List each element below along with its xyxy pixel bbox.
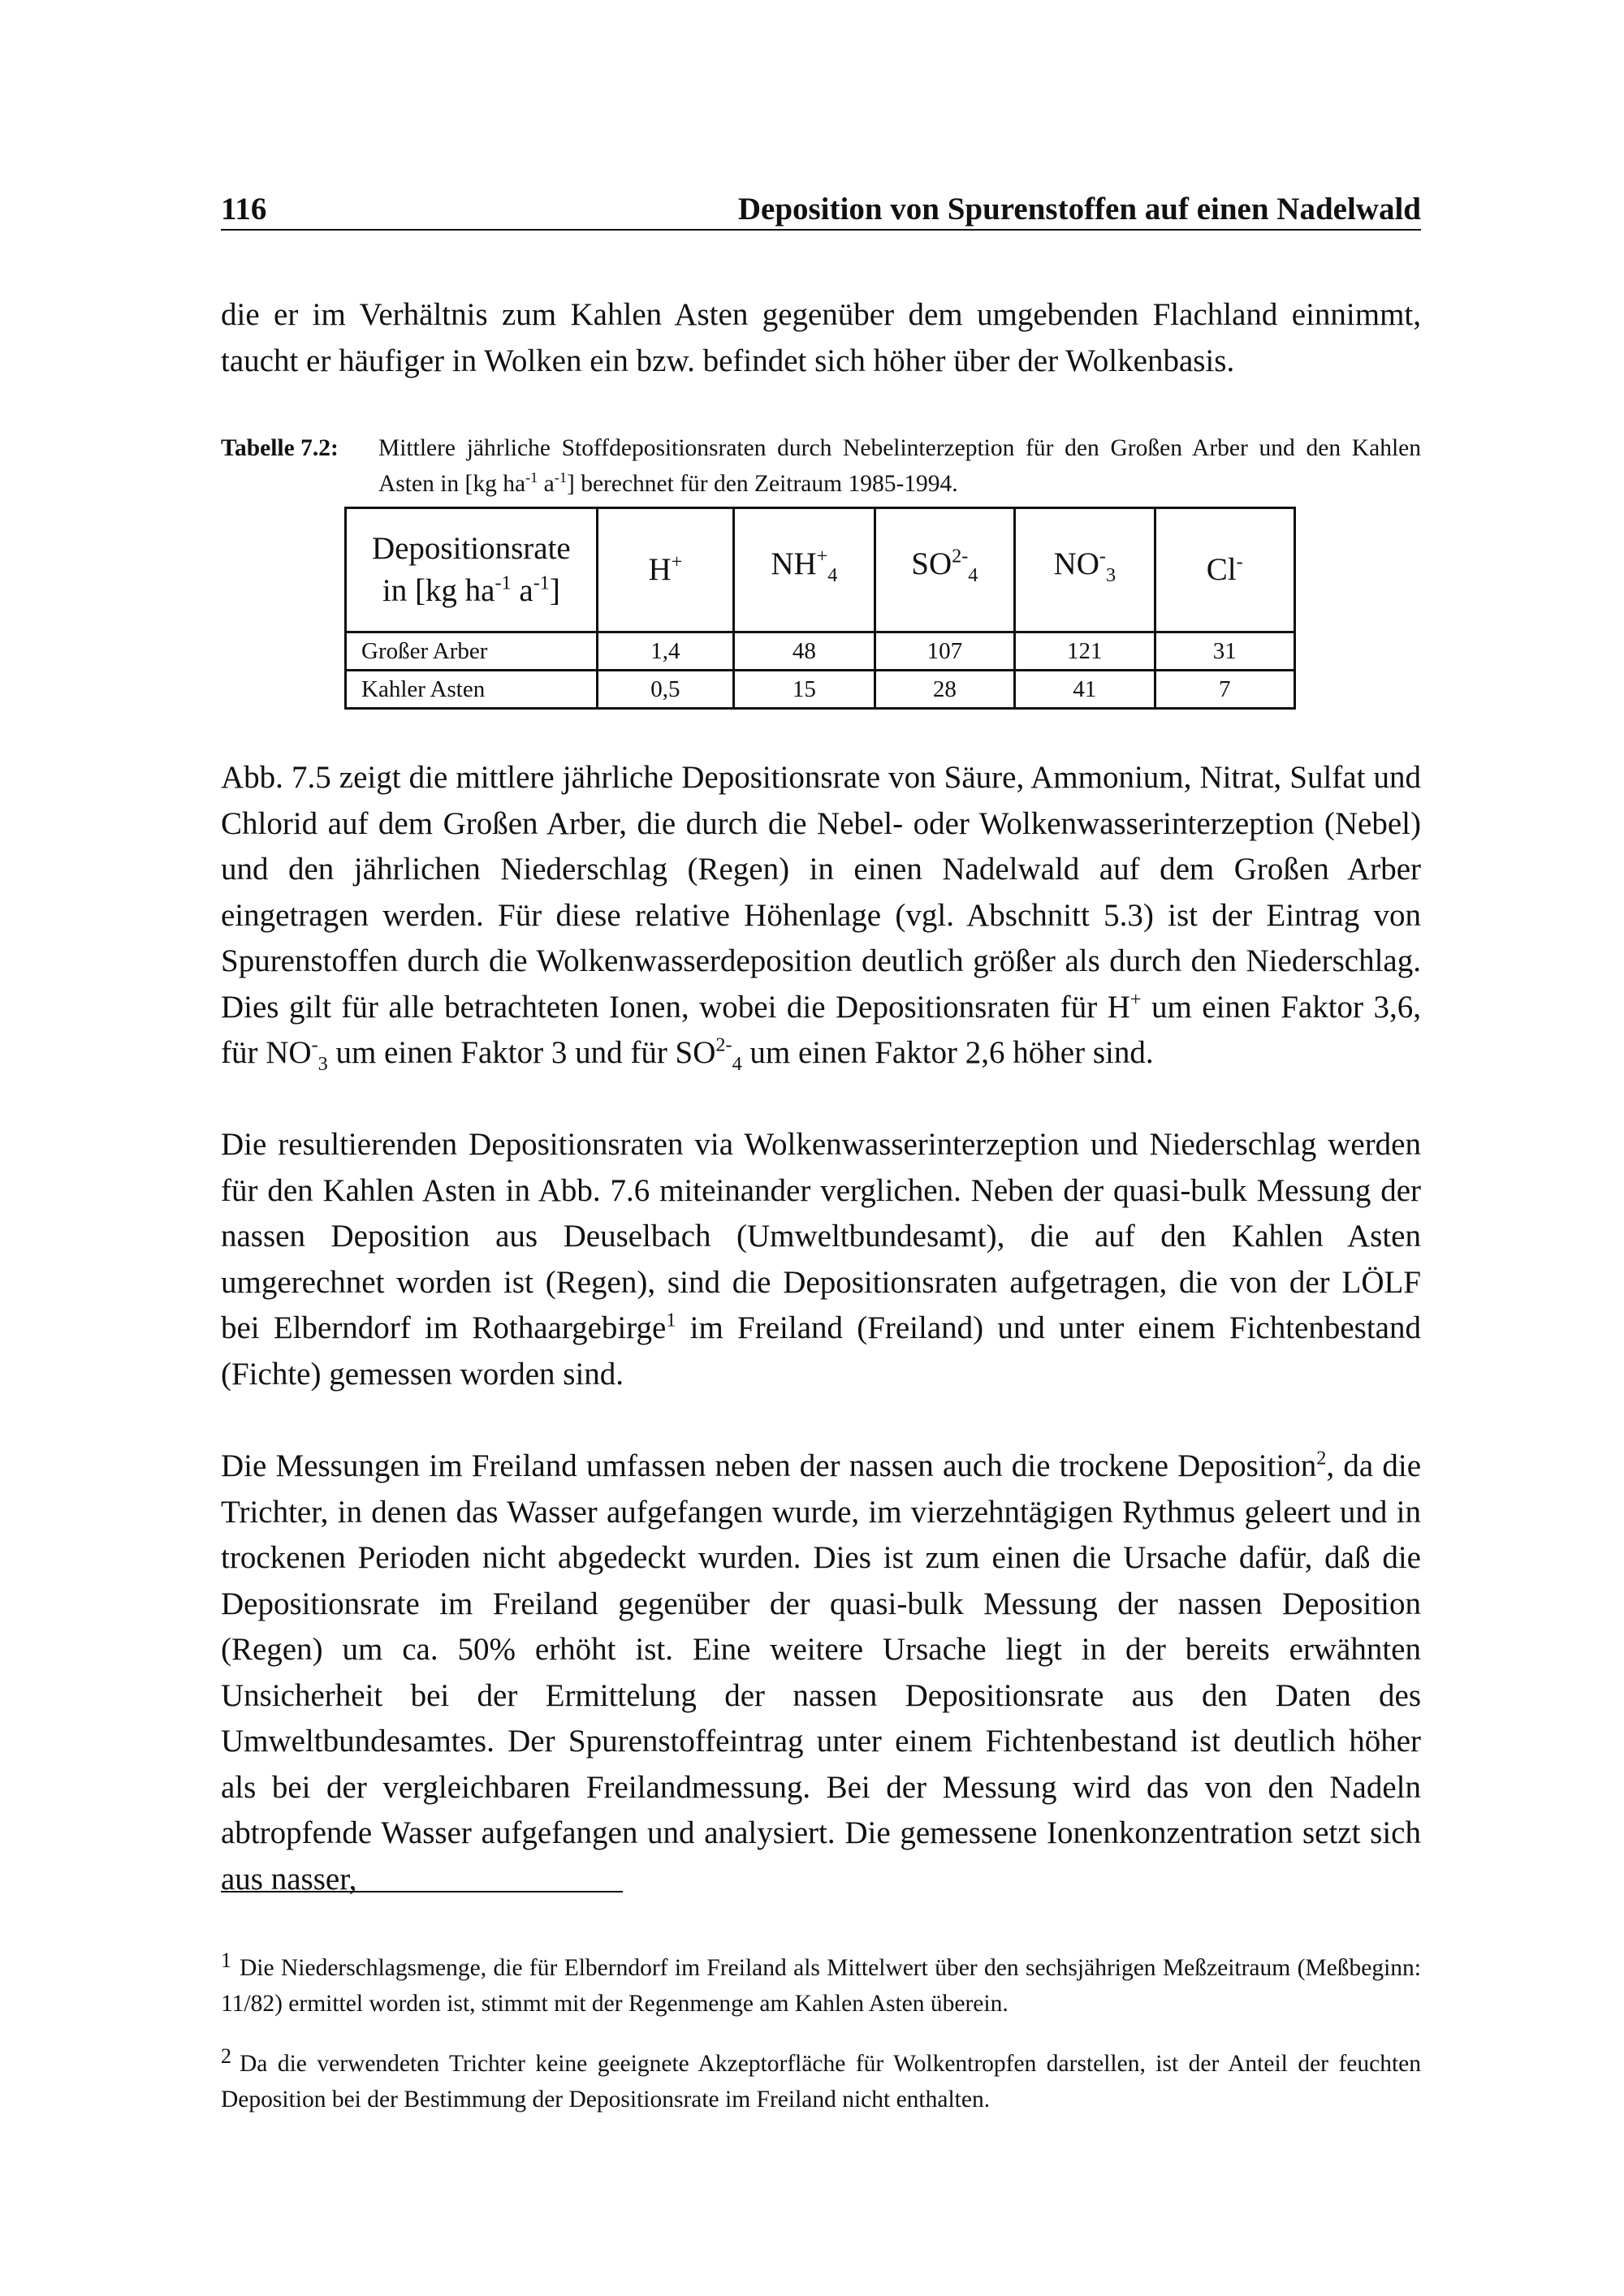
cell-no3: 121: [1015, 632, 1155, 671]
header-no3-ion: $NO^-_3$: [1015, 508, 1155, 632]
header-cl-ion: Cl-: [1155, 508, 1294, 632]
page-number: 116: [221, 192, 267, 227]
cell-nh4: 15: [734, 671, 875, 709]
no3-charge-index: -$_3$: [1099, 545, 1116, 586]
row-site-label: Großer Arber: [346, 632, 598, 671]
header-so4-ion: $SO^{2-}_4$: [875, 508, 1014, 632]
no3-charge-index: -$_3$: [311, 1034, 328, 1075]
table-header-row: [346, 508, 1295, 632]
table-row-kahler-asten: [346, 671, 1295, 709]
table-caption-label: Tabelle 7.2:: [221, 435, 339, 461]
footnote-1: 1 Die Niederschlagsmenge, die für Elberndorf im Freiland als Mittelwert über den sechsjährigen Meßzeitraum (Meßbeginn: 11/82) ermittel worden ist, stimmt mit der Regenmenge am Kahlen Asten überein.: [221, 1949, 1421, 2017]
cell-cl: 31: [1155, 632, 1294, 671]
cell-h: 0,5: [597, 671, 733, 709]
row-site-label: Kahler Asten: [346, 671, 598, 709]
footnote-ref-1: 1: [666, 1309, 676, 1331]
cell-nh4: 48: [734, 632, 875, 671]
footnote-divider: [221, 1891, 623, 1892]
header-h-ion: H+: [597, 508, 733, 632]
cell-h: 1,4: [597, 632, 733, 671]
cell-so4: 107: [875, 632, 1014, 671]
so4-charge-index: $^{2-}_4$: [952, 545, 978, 586]
table-row-grosser-arber: [346, 632, 1295, 671]
deposition-table: [344, 507, 1296, 710]
paragraph-continuation: die er im Verhältnis zum Kahlen Asten gegenüber dem umgebenden Flachland einnimmt, taucht er häufiger in Wolken ein bzw. befindet sich höher über der Wolkenbasis.: [221, 297, 1421, 378]
paragraph-abb-7-6: Die resultierenden Depositionsraten via Wolkenwasserinterzeption und Niederschlag werden für den Kahlen Asten in Abb. 7.6 miteinander verglichen. Neben der quasi-bulk Messung der nassen Deposition aus Deuselbach (Umweltbundesamt), die auf den Kahlen Asten umgerechnet worden ist (Regen), sind die Depositionsraten aufgetragen, die von der LÖLF bei Elberndorf im Rothaargebirge$^1$ im Freiland (Freiland) und unter einem Fichtenbestand (Fichte) gemessen worden sind.: [221, 1127, 1421, 1392]
paragraph-abb-7-5: Abb. 7.5 zeigt die mittlere jährliche Depositionsrate von Säure, Ammonium, Nitrat, Sulfat und Chlorid auf dem Großen Arber, die durch die Nebel- oder Wolkenwasserinterzeption (Nebel) und den jährlichen Niederschlag (Regen) in einen Nadelwald auf dem Großen Arber eingetragen werden. Für diese relative Höhenlage (vgl. Abschnitt 5.3) ist der Eintrag von Spurenstoffen durch die Wolkenwasserdeposition deutlich größer als durch den Niederschlag. Dies gilt für alle betrachteten Ionen, wobei die Depositionsraten für H+ um einen Faktor 3,6, für $NO^-_3$ um einen Faktor 3 und für $SO^{2-}_4$ um einen Faktor 2,6 höher sind.: [221, 755, 1421, 1087]
so4-charge-index: $^{2-}_4$: [715, 1034, 742, 1075]
cell-no3: 41: [1015, 671, 1155, 709]
header-depositionsrate: Depositionsrate in [kg $ha^{-1}$ $a^{-1}$]: [346, 508, 598, 632]
cell-so4: 28: [875, 671, 1014, 709]
header-nh4-ion: $NH^+_4$: [734, 508, 875, 632]
nh4-charge-index: +$_4$: [816, 545, 838, 586]
table-caption-text: Mittlere jährliche Stoffdepositionsraten durch Nebelinterzeption für den Großen Arber und den Kahlen Asten in [kg $ha^{-1}$ $a^{-1}$] berechnet für den Zeitraum 1985-1994.: [378, 435, 1421, 497]
paragraph-freiland: Die Messungen im Freiland umfassen neben der nassen auch die trockene Deposition$^2$, da die Trichter, in denen das Wasser aufgefangen wurde, im vierzehntägigen Rythmus geleert und in trockenen Perioden nicht abgedeckt wurden. Dies ist zum einen die Ursache dafür, daß die Depositionsrate im Freiland gegenüber der quasi-bulk Messung der nassen Deposition (Regen) um ca. 50% erhöht ist. Eine weitere Ursache liegt in der bereits erwähnten Unsicherheit bei der Ermittelung der nassen Depositionsrate aus den Daten des Umweltbundesamtes. Der Spurenstoffeintrag unter einem Fichtenbestand ist deutlich höher als bei der vergleichbaren Freilandmessung. Bei der Messung wird das von den Nadeln abtropfende Wasser aufgefangen und analysiert. Die gemessene Ionenkonzentration setzt sich aus nasser,: [221, 1447, 1421, 1897]
footnote-2: 2 Da die verwendeten Trichter keine geeignete Akzeptorfläche für Wolkentropfen darstellen, ist der Anteil der feuchten Deposition bei der Bestimmung der Depositionsrate im Freiland nicht enthalten.: [221, 2044, 1421, 2113]
running-title: Deposition von Spurenstoffen auf einen Nadelwald: [737, 192, 1421, 227]
page-header: [221, 188, 1421, 231]
footnote-ref-2: 2: [1316, 1447, 1327, 1470]
cell-cl: 7: [1155, 671, 1294, 709]
